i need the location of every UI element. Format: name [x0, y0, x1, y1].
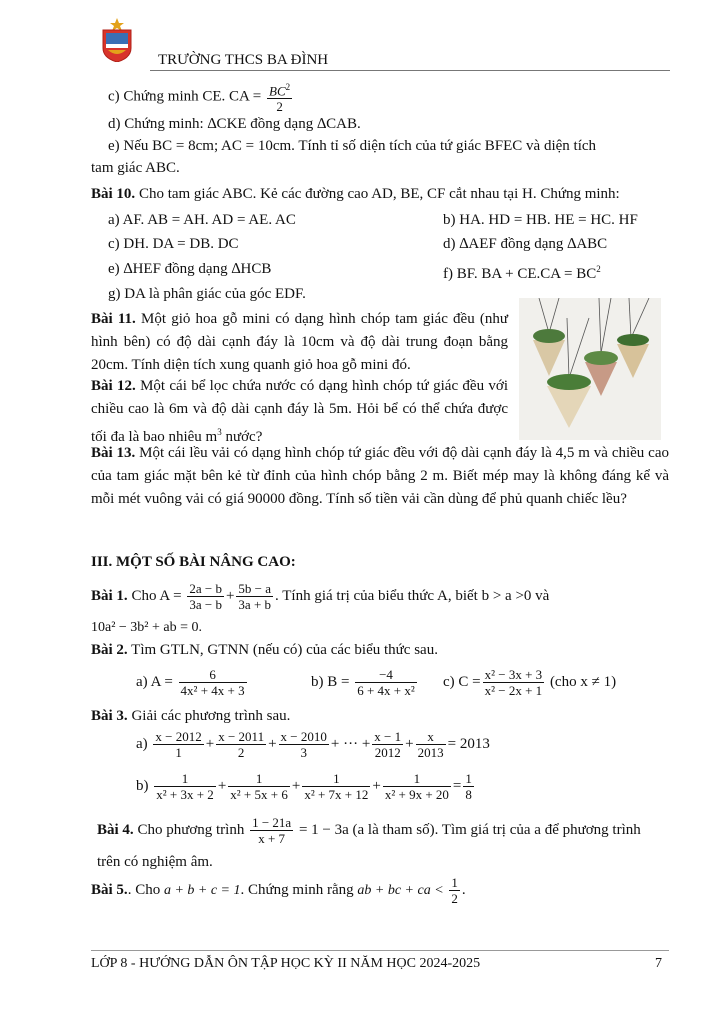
bai13: Bài 13. Một cái lều vải có dạng hình chóp tứ giác đều với độ dài cạnh đáy là 4,5 m và chiều cao của tam giác mặt bên kẻ từ đỉnh của hình chóp bằng 2 m. Biết mép may là không đáng kể và mỗi mét vuông vải có giá 90000 đồng. Tính số tiền vải cần dùng để phủ quanh chiếc lều? — [91, 445, 669, 507]
adv-bai1: Bài 1. Cho A = $\frac{2a - b}{3a - b}$ + $\frac{5b - a}{3a + b}$ . Tính giá trị của biểu thức A, biết b > a >0 và — [91, 581, 550, 613]
bai10-a: a) AF. AB = AH. AD = AE. AC — [108, 212, 296, 228]
bai11: Bài 11. Một giỏ hoa gỗ mini có dạng hình chóp tam giác đều (như hình bên) có độ dài cạnh đáy là 10cm và độ dài trung đoạn bằng 20cm. Tính diện tích xung quanh giỏ hoa gỗ mini đó. — [91, 311, 509, 373]
item-e-line2: tam giác ABC. — [91, 160, 180, 176]
adv-bai2-b: b) B = $\frac{-4}{\text{6 + 4x + x²}}$ — [311, 667, 415, 699]
adv-bai4-line2: trên có nghiệm âm. — [97, 854, 213, 870]
bai10-d: d) ∆AEF đồng dạng ∆ABC — [443, 236, 608, 252]
adv-bai4: Bài 4. Cho phương trình $\frac{1 - 21a}{x + 7}$ = 1 − 3a (a là tham số). Tìm giá trị của a để phương trình — [97, 815, 641, 847]
footer-rule — [91, 950, 669, 951]
item-d: d) Chứng minh: ∆CKE đồng dạng ∆CAB. — [108, 116, 361, 132]
adv-bai5: Bài 5.. Cho a + b + c = 1. Chứng minh rằng ab + bc + ca < $\frac{1}{2}$ . — [91, 875, 466, 907]
page-number: 7 — [655, 956, 662, 971]
bai10-g: g) DA là phân giác của góc EDF. — [108, 286, 306, 302]
bai10-b: b) HA. HD = HB. HE = HC. HF — [443, 212, 638, 228]
school-logo — [100, 18, 134, 62]
header-rule — [150, 70, 670, 71]
item-c: c) Chứng minh CE. CA = $\frac{BC^2}{2}$ — [108, 82, 291, 115]
bai10-e: e) ∆HEF đồng dạng ∆HCB — [108, 261, 272, 277]
adv-bai3-b: b) $\frac{1}{\text{x² + 3x + 2}}$ + $\frac{1}{\text{x² + 5x + 6}}$ + $\frac{1}{\text{x² + 7x + 12}}$ + $\frac{1}{\text{x² + 9x + 20}}$ = $\frac{1}{8}$ — [136, 771, 472, 803]
bai10: Bài 10. Cho tam giác ABC. Kẻ các đường cao AD, BE, CF cắt nhau tại H. Chứng minh: — [91, 186, 620, 202]
bai12: Bài 12. Một cái bể lọc chứa nước có dạng hình chóp tứ giác đều với chiều cao là 6m và độ dài cạnh đáy là 5m. Hỏi bể có thể chứa được tối đa là bao nhiêu $m^3$ nước? — [91, 378, 508, 445]
bai10-c: c) DH. DA = DB. DC — [108, 236, 239, 252]
school-name: TRƯỜNG THCS BA ĐÌNH — [158, 52, 329, 68]
adv-bai2-a: a) A = $\frac{6}{\text{4x² + 4x + 3}}$ — [136, 667, 245, 699]
fraction-bc2: $\frac{BC^2}{2}$ — [269, 82, 291, 115]
footer-text: LỚP 8 - HƯỚNG DẪN ÔN TẬP HỌC KỲ II NĂM HỌC 2024-2025 — [91, 956, 481, 971]
hanging-planters-image — [519, 298, 661, 440]
adv-bai3-a: a) $\frac{x - 2012}{1}$ + $\frac{x - 2011}{2}$ + $\frac{x - 2010}{3}$ + ··· + $\frac{x - 1}{2012}$ + $\frac{x}{2013}$ = 2013 — [136, 729, 490, 761]
item-e-line1: e) Nếu BC = 8cm; AC = 10cm. Tính tỉ số diện tích của tứ giác BFEC và diện tích — [108, 138, 597, 154]
adv-bai2-c: c) C = $\frac{\text{x² − 3x + 3}}{\text{x² − 2x + 1}}$ (cho x ≠ 1) — [443, 667, 617, 699]
section-3-title: III. MỘT SỐ BÀI NÂNG CAO: — [91, 554, 296, 570]
adv-bai3: Bài 3. Giải các phương trình sau. — [91, 708, 291, 724]
bai10-f: f) BF. BA + $CE.CA = BC^2$ — [443, 264, 601, 282]
adv-bai1-condition: 10a² − 3b² + ab = 0. — [91, 620, 203, 635]
adv-bai2: Bài 2. Tìm GTLN, GTNN (nếu có) của các biểu thức sau. — [91, 642, 438, 658]
